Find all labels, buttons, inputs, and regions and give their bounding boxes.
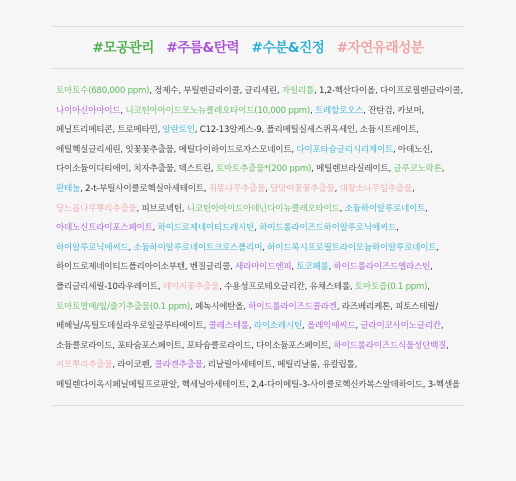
ingredient-segment: , 메틸렌브라실레이트, xyxy=(311,164,394,175)
ingredient-segment: , xyxy=(302,321,308,332)
ingredient-segment: 토마토수(680,000 ppm) xyxy=(56,86,150,96)
bottom-divider xyxy=(52,405,464,406)
ingredient-segment: , xyxy=(254,223,260,234)
ingredient-segment: 글루코노락톤 xyxy=(393,164,442,175)
ingredient-segment: 트레할로오스 xyxy=(314,105,364,116)
ingredient-segment: , 2-t-부틸사이클로헥실아세테이트, xyxy=(80,183,209,194)
ingredient-segment: 하이드롤라이즈드하이알루로닉애씨드 xyxy=(259,223,397,234)
ingredient-segment: 하이드로제네이티드레시틴 xyxy=(157,223,255,234)
ingredient-segment: , 라즈베리케톤, 피토스테릴/베헤닐/옥틸도데실라우로일글루타메이트, xyxy=(56,301,438,332)
ingredient-segment: 쥐똥나무추출물 xyxy=(208,183,266,194)
ingredient-segment: 대왕소나무잎추출물 xyxy=(339,183,412,194)
tag-wrinkle-elasticity: #주름&탄력 xyxy=(166,40,240,56)
ingredient-segment: 데이지꽃추출물 xyxy=(162,281,220,292)
ingredient-segment: 알란토인 xyxy=(162,125,195,136)
ingredient-segment: 하이드롤라이즈드엘라스틴 xyxy=(333,262,431,273)
ingredient-segment: , 페녹시에탄올, xyxy=(190,301,249,312)
ingredient-segment: 토마토열매/잎/줄기추출물(0.1 ppm) xyxy=(56,301,190,312)
ingredient-segment: 하이드롤라이즈드콜라겐 xyxy=(248,301,337,312)
ingredient-segment: , xyxy=(262,242,268,253)
ingredient-segment: 니코틴아마이드아데닌다이뉴클레오타이드 xyxy=(186,203,340,214)
ingredient-segment: , 피브로넥틴, xyxy=(136,203,187,214)
ingredient-segment: 하이드롤라이즈드식물성단백질 xyxy=(333,340,447,351)
tag-pore-care: #모공관리 xyxy=(92,40,155,56)
ingredient-segment: , 라이코펜, xyxy=(112,360,155,371)
ingredient-segment: 지모뿌리추출물 xyxy=(56,360,113,371)
ingredient-segment: 자일리톨 xyxy=(281,86,315,96)
ingredient-segment: , 정제수, 부틸렌글라이콜, 글리세린, xyxy=(149,86,282,96)
ingredient-segment: , 리날릴아세테이트, 메틸리날룸, 유칼립톨, 메틸렌다이옥시페닐메틸프로판알, 헥세닐아세테이트, 2,4-다이메틸-3-사이클로헥신카복스알데하이드, 3-헥센올 xyxy=(56,360,460,390)
ingredient-segment: 판테놀 xyxy=(56,183,81,194)
ingredient-segment: 글라이코사미노글리칸 xyxy=(360,321,441,332)
middle-divider xyxy=(52,68,464,69)
ingredient-segment: , 하이드로제네이티드폴리아이소부텐, 벤질글리콜, xyxy=(56,242,439,273)
ingredient-segment: , xyxy=(334,183,340,194)
ingredient-segment: , xyxy=(427,281,430,292)
ingredient-segment: 토마토즙(0.1 ppm) xyxy=(354,281,428,292)
ingredient-segment: , xyxy=(248,321,254,332)
ingredient-segment: 니코틴아마이드모노뉴클레오타이드(10,000 ppm) xyxy=(125,105,311,116)
ingredient-segment: 달맞이꽃꽃추출물 xyxy=(270,183,335,194)
top-divider xyxy=(52,26,464,27)
ingredient-segment: 다이포타슘글리시리제이트 xyxy=(296,144,393,155)
ingredient-segment: , 소듐클로라이드, 포타슘포스페이트, 포타슘클로라이드, 다이소듐포스페이트, xyxy=(56,321,444,351)
ingredient-segment: , xyxy=(310,105,315,116)
ingredient-segment: , xyxy=(120,105,126,116)
ingredient-segment: , xyxy=(396,223,399,234)
ingredient-segment: , xyxy=(339,203,345,214)
ingredient-segment: 세라마이드엔피 xyxy=(235,262,292,273)
ingredient-segment: , 폴리글리세릴-10라우레이트, xyxy=(56,262,433,292)
ingredient-segment: 당느릅나무뿌리추출물 xyxy=(56,203,137,214)
ingredient-list xyxy=(56,82,464,396)
ingredient-segment: 콜라겐추출물 xyxy=(154,360,203,371)
ingredient-segment: , xyxy=(291,262,297,273)
tag-natural-ingredients: #자연유래성분 xyxy=(336,40,424,56)
ingredient-segment: , xyxy=(152,223,158,234)
ingredient-segment: 올레익애씨드 xyxy=(307,321,356,332)
ingredient-segment: 하이드록시프로필트라이모늄하이알루로네이트 xyxy=(267,242,437,253)
ingredient-segment: , xyxy=(265,183,271,194)
ingredient-segment: , C12-13알케스-9, 폴리메틸실세스퀴옥세인, 소듐시트레이트, 에틸헥실글리세린, 잇꽃꽃추출물, 메틸다이하이드로자스모네이트, xyxy=(56,125,419,155)
ingredient-segment: 소듐하이알루로네이트크로스폴리머 xyxy=(133,242,263,253)
ingredient-segment: , 수용성프로테오글리칸, 유채스테롤, xyxy=(219,281,355,292)
ingredient-segment: , xyxy=(355,321,361,332)
ingredient-segment: 나이아신아마이드 xyxy=(56,105,121,116)
ingredient-segment: , xyxy=(412,183,415,194)
ingredient-segment: , xyxy=(425,203,428,214)
ingredient-segment: , xyxy=(446,340,449,351)
ingredient-segment: 콜레스테롤 xyxy=(208,321,249,332)
tag-moisture-soothing: #수분&진정 xyxy=(251,40,325,56)
ingredient-segment: 아데노신트라이포스페이트 xyxy=(56,223,153,234)
ingredient-segment: , xyxy=(128,242,134,253)
ingredient-segment: , xyxy=(441,164,445,175)
ingredient-segment: 토코페롤 xyxy=(296,262,329,273)
ingredient-segment: 하이알루로닉애씨드 xyxy=(56,242,129,253)
feature-tags xyxy=(52,36,464,56)
ingredient-segment: 토마토추출물*(200 ppm) xyxy=(215,164,312,175)
ingredient-segment: , xyxy=(328,262,334,273)
ingredient-segment: 라이소레시틴 xyxy=(253,321,303,332)
ingredient-segment: , 1,2-헥산다이올, 다이프로필렌글라이콜, xyxy=(314,86,463,96)
ingredient-segment: 소듐하이알루로네이트 xyxy=(344,203,426,214)
ingredient-segment: , 잔탄검, 카보머, 페닐트리메티콘, 트로메타민, xyxy=(56,105,425,136)
ingredient-segment: , 아데노신, 다이소듐이디티에이, 치자추출물, 덱스트린, xyxy=(56,144,433,175)
